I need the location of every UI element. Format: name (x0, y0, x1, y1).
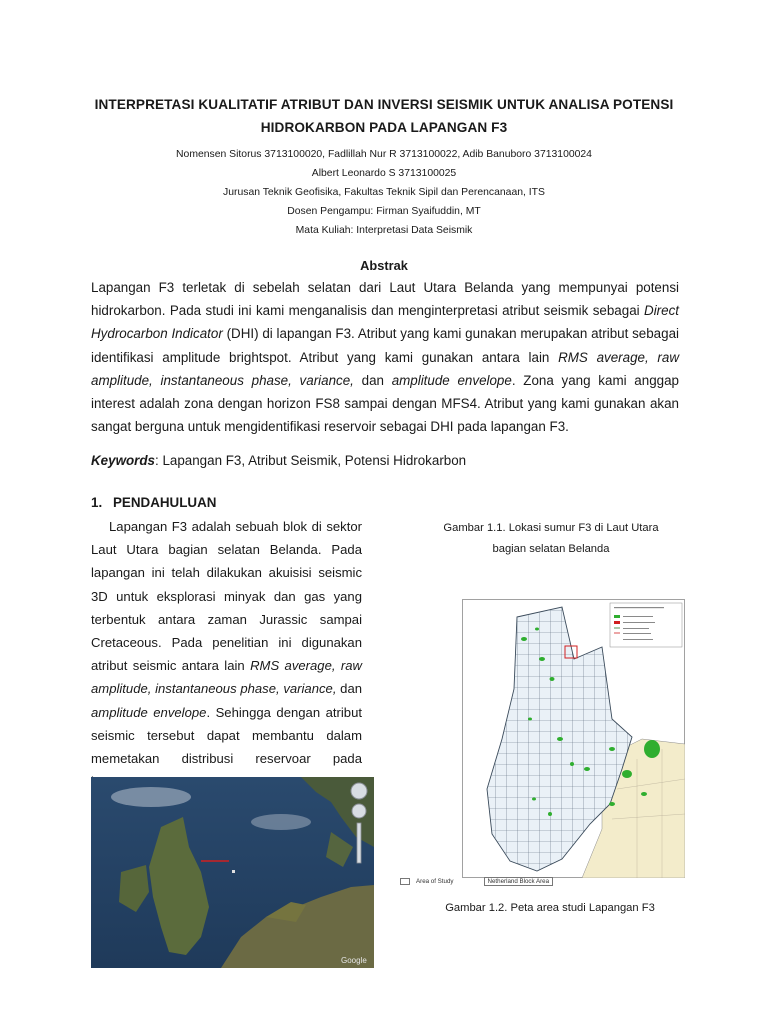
course: Mata Kuliah: Interpretasi Data Seismik (295, 225, 473, 236)
abstract-heading: Abstrak (360, 258, 408, 273)
section-heading: 1. PENDAHULUAN (91, 495, 217, 510)
section-body: Lapangan F3 adalah sebuah blok di sektor Laut Utara bagian selatan Belanda. Pada lapangan ini telah dilakukan akuisisi seismic 3D untuk eksplorasi minyak dan gas yang terbentuk antara zaman Jurassic sampai Cretaceous. Pada penelitian ini digunakan atribut seismic antara lain RMS average, raw amplitude, instantaneous phase, variance, dan amplitude envelope. Sehingga dengan atribut seismic tersebut dapat membantu dalam memetakan distribusi reservoar pada (91, 519, 363, 767)
block-map-figure (462, 599, 685, 878)
paper-meta (80, 145, 688, 240)
abstract-body: Lapangan F3 terletak di sebelah selatan dari Laut Utara Belanda yang mempunyai potensi hidrokarbon. Pada studi ini kami menganalisis dan menginterpretasi atribut seismik sebagai Direct Hydrocarbon Indicator (DHI) di lapangan F3. Atribut yang kami gunakan merupakan atribut sebagai identifikasi amplitude brightspot. Atribut yang kami gunakan antara lain RMS average, raw amplitude, instantaneous phase, variance, dan amplitude envelope. Zona yang kami anggap interest adalah zona dengan horizon FS8 sampai dengan MFS4. Atribut yang kami gunakan akan sangat berguna untuk mengidentifikasi reservoir sebagai DHI pada lapangan F3. (91, 280, 679, 435)
authors-line-1: Nomensen Sitorus 3713100020, Fadlillah Nur R 3713100022, Adib Banuboro 3713100024 (176, 149, 592, 160)
legend-swatch (400, 878, 410, 885)
paper-title: INTERPRETASI KUALITATIF ATRIBUT DAN INVERSI SEISMIK UNTUK ANALISA POTENSI HIDROKARBON PADA LAPANGAN F3 (94, 97, 674, 135)
figure-caption-2: Gambar 1.2. Peta area studi Lapangan F3 (445, 902, 655, 914)
google-watermark: Google (341, 956, 367, 965)
keywords-label: Keywords (91, 453, 155, 468)
figure-caption-1: Gambar 1.1. Lokasi sumur F3 di Laut Utara bagian selatan Belanda (443, 522, 659, 555)
advisor: Dosen Pengampu: Firman Syaifuddin, MT (287, 206, 481, 217)
keywords: Keywords: Lapangan F3, Atribut Seismik, Potensi Hidrokarbon (91, 453, 467, 468)
affiliation: Jurusan Teknik Geofisika, Fakultas Teknik Sipil dan Perencanaan, ITS (223, 187, 545, 198)
authors-line-2: Albert Leonardo S 3713100025 (311, 168, 457, 179)
map-legend: Area of Study Netherland Block Area (400, 877, 553, 886)
satellite-map-figure (91, 777, 374, 968)
